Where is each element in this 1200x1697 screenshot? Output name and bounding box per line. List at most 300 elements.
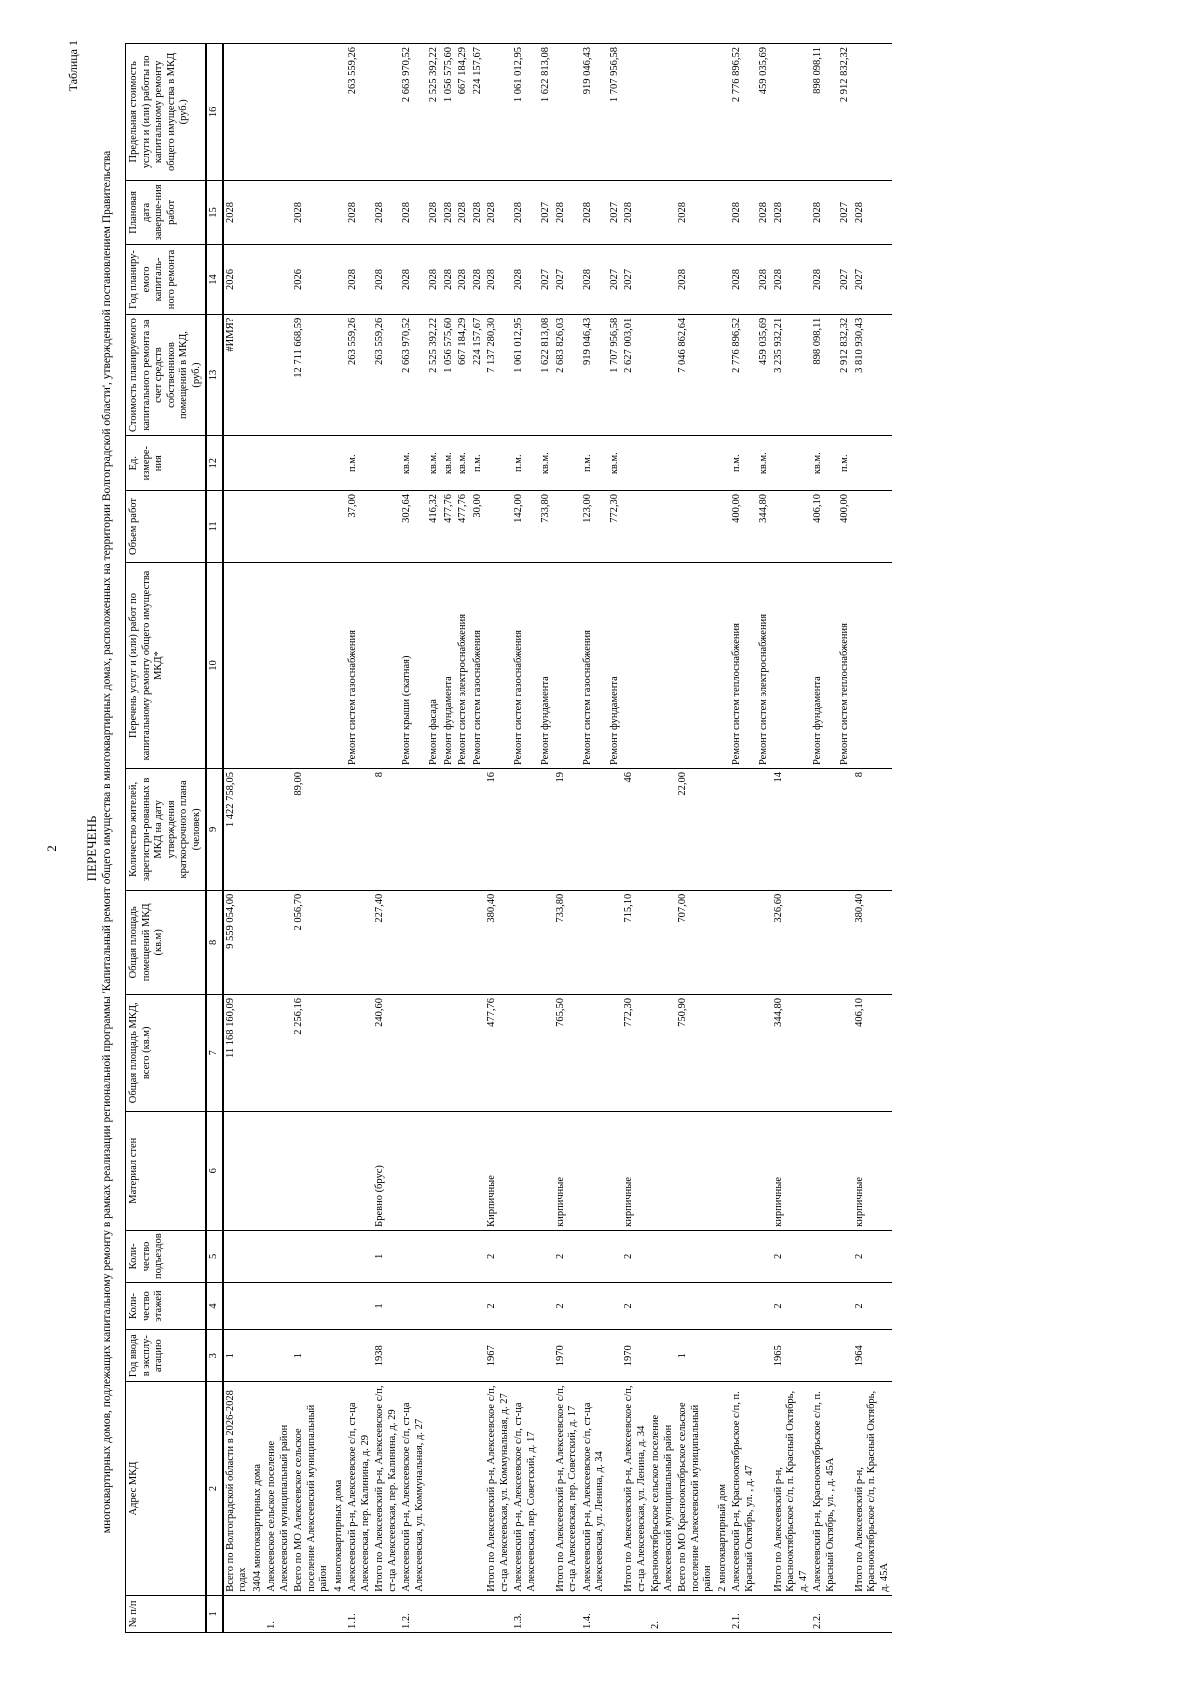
table-cell-col-10 — [373, 562, 400, 768]
table-row — [716, 44, 731, 1633]
table-cell-col-8 — [346, 890, 373, 994]
table-cell-col-13: 2 525 392,22 — [427, 314, 442, 436]
table-cell-col-3 — [838, 1330, 853, 1382]
table-cell-col-9: 46 — [622, 769, 649, 891]
table-cell-col-6 — [442, 1111, 457, 1230]
table-cell-col-10: Ремонт фундамента — [442, 562, 457, 768]
table-cell-col-14 — [716, 245, 731, 315]
table-row — [373, 44, 400, 1633]
table-cell-col-5 — [539, 1230, 554, 1282]
table-cell-col-2: Алексеевское сельское поселение Алексеевский муниципальный район — [265, 1382, 292, 1596]
table-cell-col-6 — [400, 1111, 427, 1230]
table-cell-col-8: 707,00 — [676, 890, 716, 994]
table-cell-col-10 — [716, 562, 731, 768]
table-row — [539, 44, 554, 1633]
table-cell-col-7 — [539, 994, 554, 1111]
column-number-7: 7 — [206, 994, 223, 1111]
table-cell-col-2 — [838, 1382, 853, 1596]
table-row — [649, 44, 676, 1633]
table-row — [757, 44, 772, 1633]
table-cell-col-8 — [471, 890, 486, 994]
column-number-2: 2 — [206, 1382, 223, 1596]
table-cell-col-6 — [676, 1111, 716, 1230]
table-cell-col-1: 1. — [265, 1595, 292, 1632]
table-cell-col-2: 2 многоквартирный дом — [716, 1382, 731, 1596]
table-cell-col-7: 2 256,16 — [292, 994, 332, 1111]
table-cell-col-14: 2028 — [811, 245, 838, 315]
table-cell-col-7: 344,80 — [772, 994, 812, 1111]
table-cell-col-14: 2026 — [292, 245, 332, 315]
table-cell-col-11 — [223, 490, 251, 562]
table-cell-col-16 — [223, 44, 251, 181]
table-cell-col-13 — [251, 314, 266, 436]
table-cell-col-14: 2028 — [427, 245, 442, 315]
table-cell-col-6 — [292, 1111, 332, 1230]
table-cell-col-4: 2 — [485, 1282, 512, 1329]
table-cell-col-11: 142,00 — [512, 490, 539, 562]
table-cell-col-4: 2 — [853, 1282, 893, 1329]
table-cell-col-16: 1 056 575,60 — [442, 44, 457, 181]
table-cell-col-3: 1967 — [485, 1330, 512, 1382]
table-cell-col-6: кирпичные — [772, 1111, 812, 1230]
table-cell-col-9 — [400, 769, 427, 891]
table-cell-col-11 — [251, 490, 266, 562]
column-header-3: Год ввода в эксплу-атацию — [126, 1330, 207, 1382]
table-cell-col-5 — [400, 1230, 427, 1282]
column-number-12: 12 — [206, 436, 223, 491]
table-cell-col-14: 2027 — [554, 245, 581, 315]
table-cell-col-5 — [456, 1230, 471, 1282]
table-cell-col-15: 2028 — [554, 180, 581, 245]
table-cell-col-2: Итого по Алексеевский р-н, Краснооктябрьское с/п, п. Красный Октябрь, д. 45А — [853, 1382, 893, 1596]
table-cell-col-12 — [265, 436, 292, 491]
table-cell-col-13: 1 056 575,60 — [442, 314, 457, 436]
table-cell-col-3 — [730, 1330, 757, 1382]
column-number-9: 9 — [206, 769, 223, 891]
table-cell-col-8 — [332, 890, 347, 994]
table-cell-col-11: 344,80 — [757, 490, 772, 562]
table-cell-col-5 — [608, 1230, 623, 1282]
table-cell-col-16: 898 098,11 — [811, 44, 838, 181]
table-cell-col-2: Итого по Алексеевский р-н, Алексеевское с/п, ст-ца Алексеевская, пер. Калинина, д. 29 — [373, 1382, 400, 1596]
table-cell-col-10: Ремонт систем газоснабжения — [471, 562, 486, 768]
table-cell-col-16: 459 035,69 — [757, 44, 772, 181]
table-cell-col-6 — [730, 1111, 757, 1230]
table-cell-col-4 — [332, 1282, 347, 1329]
table-cell-col-5: 2 — [772, 1230, 812, 1282]
table-cell-col-12: кв.м. — [608, 436, 623, 491]
table-cell-col-15: 2028 — [811, 180, 838, 245]
table-cell-col-4 — [442, 1282, 457, 1329]
table-cell-col-12 — [292, 436, 332, 491]
table-cell-col-13 — [332, 314, 347, 436]
table-cell-col-12: п.м. — [346, 436, 373, 491]
table-cell-col-13: 7 046 862,64 — [676, 314, 716, 436]
column-header-11: Объем работ — [126, 490, 207, 562]
table-cell-col-4 — [265, 1282, 292, 1329]
table-cell-col-1 — [757, 1595, 772, 1632]
table-cell-col-8: 227,40 — [373, 890, 400, 994]
table-cell-col-7: 240,60 — [373, 994, 400, 1111]
table-cell-col-14 — [332, 245, 347, 315]
table-cell-col-6 — [539, 1111, 554, 1230]
table-cell-col-2 — [539, 1382, 554, 1596]
table-cell-col-10 — [265, 562, 292, 768]
table-cell-col-7 — [456, 994, 471, 1111]
table-cell-col-13: 1 622 813,08 — [539, 314, 554, 436]
table-cell-col-1 — [471, 1595, 486, 1632]
table-cell-col-16: 2 525 392,22 — [427, 44, 442, 181]
table-row — [346, 44, 373, 1633]
table-cell-col-3: 1964 — [853, 1330, 893, 1382]
table-cell-col-15: 2028 — [757, 180, 772, 245]
table-cell-col-1: 2.2. — [811, 1595, 838, 1632]
table-header-row — [126, 44, 207, 1633]
table-cell-col-1 — [442, 1595, 457, 1632]
table-cell-col-1 — [332, 1595, 347, 1632]
table-cell-col-7 — [838, 994, 853, 1111]
table-cell-col-14: 2028 — [442, 245, 457, 315]
table-cell-col-8 — [251, 890, 266, 994]
table-cell-col-10 — [772, 562, 812, 768]
table-cell-col-7 — [251, 994, 266, 1111]
table-cell-col-11: 400,00 — [730, 490, 757, 562]
table-cell-col-14: 2028 — [346, 245, 373, 315]
table-cell-col-15 — [251, 180, 266, 245]
table-cell-col-11: 406,10 — [811, 490, 838, 562]
table-cell-col-1 — [772, 1595, 812, 1632]
table-cell-col-3: 1965 — [772, 1330, 812, 1382]
table-cell-col-3 — [251, 1330, 266, 1382]
table-cell-col-1 — [622, 1595, 649, 1632]
table-cell-col-7: 477,76 — [485, 994, 512, 1111]
table-cell-col-13: 919 046,43 — [581, 314, 608, 436]
table-cell-col-14: 2028 — [456, 245, 471, 315]
column-number-14: 14 — [206, 245, 223, 315]
table-cell-col-13: 12 711 668,59 — [292, 314, 332, 436]
table-cell-col-15: 2027 — [838, 180, 853, 245]
table-cell-col-3 — [512, 1330, 539, 1382]
table-cell-col-5: 2 — [853, 1230, 893, 1282]
table-cell-col-1: 1.2. — [400, 1595, 427, 1632]
table-cell-col-7 — [400, 994, 427, 1111]
table-cell-col-6 — [346, 1111, 373, 1230]
column-number-row — [206, 44, 223, 1633]
table-cell-col-10: Ремонт систем газоснабжения — [512, 562, 539, 768]
table-cell-col-13 — [649, 314, 676, 436]
table-cell-col-4 — [456, 1282, 471, 1329]
table-cell-col-12 — [223, 436, 251, 491]
table-cell-col-8 — [456, 890, 471, 994]
table-cell-col-14: 2026 — [223, 245, 251, 315]
table-cell-col-7 — [757, 994, 772, 1111]
table-cell-col-5 — [838, 1230, 853, 1282]
table-cell-col-14: 2027 — [539, 245, 554, 315]
table-cell-col-1 — [539, 1595, 554, 1632]
table-cell-col-15: 2028 — [471, 180, 486, 245]
table-cell-col-11: 772,30 — [608, 490, 623, 562]
table-cell-col-12 — [853, 436, 893, 491]
table-cell-col-5 — [757, 1230, 772, 1282]
table-cell-col-1 — [427, 1595, 442, 1632]
column-header-2: Адрес МКД — [126, 1382, 207, 1596]
table-cell-col-1 — [676, 1595, 716, 1632]
column-header-14: Год планиру-емого капиталь-ного ремонта — [126, 245, 207, 315]
table-cell-col-8: 2 056,70 — [292, 890, 332, 994]
table-cell-col-3: 1 — [223, 1330, 251, 1382]
table-cell-col-13: 898 098,11 — [811, 314, 838, 436]
table-cell-col-10 — [853, 562, 893, 768]
table-row — [730, 44, 757, 1633]
table-cell-col-1: 1.1. — [346, 1595, 373, 1632]
table-cell-col-11 — [292, 490, 332, 562]
table-cell-col-12: п.м. — [512, 436, 539, 491]
table-cell-col-5 — [223, 1230, 251, 1282]
table-cell-col-4 — [811, 1282, 838, 1329]
table-cell-col-16: 263 559,26 — [346, 44, 373, 181]
table-cell-col-2: Алексеевский р-н, Алексеевское с/п, ст-ца Алексеевская, ул. Коммунальная, д. 27 — [400, 1382, 427, 1596]
table-cell-col-15: 2028 — [223, 180, 251, 245]
table-cell-col-12 — [676, 436, 716, 491]
table-row — [427, 44, 442, 1633]
table-cell-col-16: 2 912 832,32 — [838, 44, 853, 181]
table-cell-col-13: 2 912 832,32 — [838, 314, 853, 436]
table-cell-col-12 — [332, 436, 347, 491]
table-cell-col-2: Алексеевский р-н, Краснооктябрьское с/п, п. Красный Октябрь, ул. , д. 47 — [730, 1382, 757, 1596]
table-row — [400, 44, 427, 1633]
table-cell-col-6 — [251, 1111, 266, 1230]
table-cell-col-4 — [716, 1282, 731, 1329]
column-header-7: Общая площадь МКД, всего (кв.м) — [126, 994, 207, 1111]
table-cell-col-15 — [649, 180, 676, 245]
table-cell-col-15: 2028 — [400, 180, 427, 245]
column-number-8: 8 — [206, 890, 223, 994]
table-cell-col-14: 2027 — [622, 245, 649, 315]
table-cell-col-8 — [427, 890, 442, 994]
table-cell-col-9: 22,00 — [676, 769, 716, 891]
table-cell-col-7: 750,90 — [676, 994, 716, 1111]
table-cell-col-12: кв.м. — [400, 436, 427, 491]
table-cell-col-2: Алексеевский р-н, Краснооктябрьское с/п, п. Красный Октябрь, ул. , д. 45А — [811, 1382, 838, 1596]
table-cell-col-4 — [676, 1282, 716, 1329]
column-header-8: Общая площадь помещений МКД (кв.м) — [126, 890, 207, 994]
table-cell-col-8: 9 559 054,00 — [223, 890, 251, 994]
table-cell-col-14 — [251, 245, 266, 315]
table-cell-col-5 — [512, 1230, 539, 1282]
table-cell-col-4 — [223, 1282, 251, 1329]
column-header-6: Материал стен — [126, 1111, 207, 1230]
table-cell-col-4 — [838, 1282, 853, 1329]
table-cell-col-3 — [608, 1330, 623, 1382]
table-cell-col-11 — [853, 490, 893, 562]
table-cell-col-14 — [265, 245, 292, 315]
table-cell-col-2: Всего по МО Алексеевское сельское поселение Алексеевский муниципальный район — [292, 1382, 332, 1596]
table-cell-col-5: 2 — [622, 1230, 649, 1282]
table-cell-col-6: Кирпичные — [485, 1111, 512, 1230]
table-cell-col-7 — [471, 994, 486, 1111]
table-cell-col-4 — [346, 1282, 373, 1329]
table-cell-col-1: 2. — [649, 1595, 676, 1632]
table-cell-col-5 — [471, 1230, 486, 1282]
table-cell-col-11: 400,00 — [838, 490, 853, 562]
table-cell-col-9 — [427, 769, 442, 891]
table-cell-col-2: 4 многоквартирных дома — [332, 1382, 347, 1596]
table-cell-col-13: 2 776 896,52 — [730, 314, 757, 436]
table-cell-col-8 — [265, 890, 292, 994]
table-cell-col-5 — [265, 1230, 292, 1282]
table-cell-col-11 — [676, 490, 716, 562]
table-cell-col-10: Ремонт фасада — [427, 562, 442, 768]
table-cell-col-16 — [251, 44, 266, 181]
table-cell-col-4 — [730, 1282, 757, 1329]
table-cell-col-1 — [716, 1595, 731, 1632]
column-header-12: Ед. измере-ния — [126, 436, 207, 491]
table-cell-col-8 — [716, 890, 731, 994]
column-number-4: 4 — [206, 1282, 223, 1329]
table-cell-col-14: 2028 — [471, 245, 486, 315]
table-cell-col-11 — [265, 490, 292, 562]
table-cell-col-11 — [772, 490, 812, 562]
table-cell-col-10: Ремонт крыши (скатная) — [400, 562, 427, 768]
table-cell-col-6 — [608, 1111, 623, 1230]
table-cell-col-6 — [716, 1111, 731, 1230]
table-cell-col-6 — [512, 1111, 539, 1230]
table-cell-col-6 — [757, 1111, 772, 1230]
column-number-3: 3 — [206, 1330, 223, 1382]
table-cell-col-9 — [608, 769, 623, 891]
table-cell-col-6 — [581, 1111, 608, 1230]
table-cell-col-1: 1.3. — [512, 1595, 539, 1632]
table-cell-col-8 — [608, 890, 623, 994]
table-cell-col-10 — [554, 562, 581, 768]
table-cell-col-10 — [649, 562, 676, 768]
table-cell-col-11 — [554, 490, 581, 562]
table-cell-col-15: 2028 — [442, 180, 457, 245]
table-cell-col-11 — [716, 490, 731, 562]
table-cell-col-16 — [332, 44, 347, 181]
table-cell-col-16 — [649, 44, 676, 181]
table-cell-col-13: 263 559,26 — [346, 314, 373, 436]
table-cell-col-14: 2028 — [676, 245, 716, 315]
table-cell-col-6 — [427, 1111, 442, 1230]
table-row — [676, 44, 716, 1633]
table-cell-col-11: 30,00 — [471, 490, 486, 562]
table-cell-col-12: кв.м. — [811, 436, 838, 491]
table-cell-col-5 — [649, 1230, 676, 1282]
table-cell-col-14: 2027 — [608, 245, 623, 315]
table-row — [456, 44, 471, 1633]
table-cell-col-2: Итого по Алексеевский р-н, Алексеевское с/п, ст-ца Алексеевская, ул. Коммунальная, д. 27 — [485, 1382, 512, 1596]
table-cell-col-2 — [757, 1382, 772, 1596]
table-cell-col-8 — [811, 890, 838, 994]
table-cell-col-12: кв.м. — [539, 436, 554, 491]
table-cell-col-16: 1 622 813,08 — [539, 44, 554, 181]
table-cell-col-6: кирпичные — [554, 1111, 581, 1230]
table-row — [512, 44, 539, 1633]
table-cell-col-7 — [332, 994, 347, 1111]
table-cell-col-7 — [649, 994, 676, 1111]
table-row — [265, 44, 292, 1633]
table-cell-col-1 — [853, 1595, 893, 1632]
table-cell-col-9 — [346, 769, 373, 891]
table-cell-col-15: 2028 — [853, 180, 893, 245]
table-cell-col-1 — [838, 1595, 853, 1632]
table-cell-col-12: п.м. — [838, 436, 853, 491]
table-cell-col-4 — [649, 1282, 676, 1329]
table-cell-col-3 — [716, 1330, 731, 1382]
table-cell-col-15: 2028 — [622, 180, 649, 245]
table-cell-col-13: 263 559,26 — [373, 314, 400, 436]
table-cell-col-9 — [838, 769, 853, 891]
table-cell-col-12: п.м. — [471, 436, 486, 491]
table-cell-col-9 — [442, 769, 457, 891]
table-cell-col-10 — [622, 562, 649, 768]
table-cell-col-13: 3 810 930,43 — [853, 314, 893, 436]
table-cell-col-3: 1970 — [554, 1330, 581, 1382]
table-row — [581, 44, 608, 1633]
table-cell-col-16: 224 157,67 — [471, 44, 486, 181]
table-cell-col-15: 2028 — [512, 180, 539, 245]
table-cell-col-2: Алексеевский р-н, Алексеевское с/п, ст-ца Алексеевская, пер. Калинина, д. 29 — [346, 1382, 373, 1596]
table-row — [292, 44, 332, 1633]
table-cell-col-6: кирпичные — [853, 1111, 893, 1230]
table-cell-col-8 — [512, 890, 539, 994]
table-cell-col-11 — [622, 490, 649, 562]
table-cell-col-8: 715,10 — [622, 890, 649, 994]
table-cell-col-3: 1 — [676, 1330, 716, 1382]
table-cell-col-8: 380,40 — [853, 890, 893, 994]
table-body — [206, 44, 892, 1633]
table-row — [608, 44, 623, 1633]
table-cell-col-14: 2028 — [485, 245, 512, 315]
table-cell-col-3: 1938 — [373, 1330, 400, 1382]
table-cell-col-15: 2028 — [730, 180, 757, 245]
table-cell-col-1 — [251, 1595, 266, 1632]
table-cell-col-12: кв.м. — [757, 436, 772, 491]
page-number: 2 — [44, 845, 59, 852]
table-cell-col-6: Бревно (брус) — [373, 1111, 400, 1230]
table-cell-col-3 — [427, 1330, 442, 1382]
table-cell-col-14: 2027 — [853, 245, 893, 315]
table-cell-col-5 — [716, 1230, 731, 1282]
table-cell-col-8 — [442, 890, 457, 994]
table-row — [772, 44, 812, 1633]
table-cell-col-2 — [442, 1382, 457, 1596]
table-cell-col-5 — [581, 1230, 608, 1282]
table-cell-col-6 — [332, 1111, 347, 1230]
column-number-10: 10 — [206, 562, 223, 768]
column-number-15: 15 — [206, 180, 223, 245]
table-cell-col-11 — [485, 490, 512, 562]
table-cell-col-8: 380,40 — [485, 890, 512, 994]
table-cell-col-4 — [512, 1282, 539, 1329]
table-cell-col-15: 2028 — [485, 180, 512, 245]
table-cell-col-9: 16 — [485, 769, 512, 891]
table-cell-col-11 — [649, 490, 676, 562]
column-header-9: Количество жителей, зарегистри-рованных в МКД на дату утверждения краткосрочного плана (человек) — [126, 769, 207, 891]
table-cell-col-5 — [442, 1230, 457, 1282]
table-cell-col-9 — [471, 769, 486, 891]
table-cell-col-13: 7 137 280,30 — [485, 314, 512, 436]
table-cell-col-7 — [730, 994, 757, 1111]
table-cell-col-3 — [346, 1330, 373, 1382]
table-cell-col-16 — [373, 44, 400, 181]
table-cell-col-10: Ремонт фундамента — [608, 562, 623, 768]
table-row — [332, 44, 347, 1633]
table-cell-col-16: 2 776 896,52 — [730, 44, 757, 181]
table-cell-col-10: Ремонт систем теплоснабжения — [838, 562, 853, 768]
table-cell-col-16: 1 061 012,95 — [512, 44, 539, 181]
